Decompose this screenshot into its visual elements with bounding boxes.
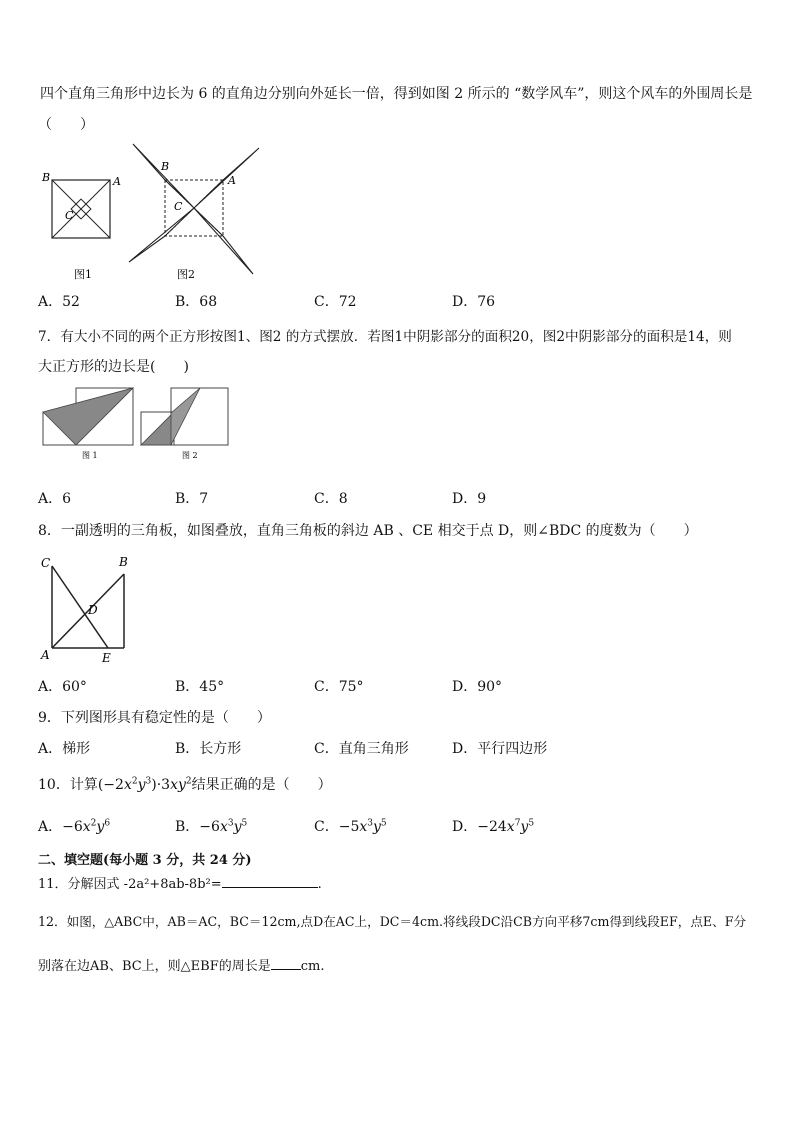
q10-expression: $(-2x^2y^3)\cdot 3xy^2$ — [97, 776, 192, 793]
q11-end: . — [317, 877, 322, 892]
q6-option-d: D．76 — [452, 294, 496, 310]
q7-option-d: D．9 — [452, 491, 487, 507]
q8-option-a: A．60° — [38, 679, 87, 695]
q10-prefix: 10．计算 — [38, 777, 98, 793]
q7-line1: 7．有大小不同的两个正方形按图1、图2 的方式摆放．若图1中阴影部分的面积20，图2中阴影部分的面积是14，则 — [38, 329, 732, 345]
q6-fig1-label-a: A — [113, 175, 121, 188]
q8-option-d: D．90° — [452, 679, 503, 695]
q10-suffix: 结果正确的是（ ） — [191, 777, 332, 793]
q10-option-d: D．$-24x^7y^5$ — [452, 818, 535, 835]
q6-paren: （ ） — [38, 117, 94, 133]
q6-fig1-caption: 图1 — [74, 268, 92, 281]
q6-fig2-label-b: B — [161, 160, 170, 173]
q11-text: 11．分解因式 -2a²+8ab-8b²= — [38, 877, 222, 892]
q8-label-d: D — [88, 603, 98, 617]
q10-line1 — [38, 774, 332, 794]
q12-line2-a: 别落在边AB、BC上，则△EBF的周长是 — [38, 959, 271, 974]
q9-option-a: A．梯形 — [38, 741, 91, 757]
q7-option-a: A．6 — [38, 491, 72, 507]
q9-option-b: B．长方形 — [175, 741, 242, 757]
q7-option-c: C．8 — [314, 491, 348, 507]
q12-answer-blank[interactable] — [271, 957, 301, 970]
q12-line2-b: cm. — [300, 959, 325, 974]
q8-option-c: C．75° — [314, 679, 364, 695]
q10-option-c: C．$-5x^3y^5$ — [314, 818, 387, 835]
q9-option-d: D．平行四边形 — [452, 741, 548, 757]
q9-option-c: C．直角三角形 — [314, 741, 409, 757]
q7-figure-1 — [40, 385, 140, 460]
q8-label-b: B — [119, 555, 128, 569]
q10-option-b: B．$-6x^3y^5$ — [175, 818, 248, 835]
q6-figure-1 — [38, 168, 121, 283]
q8-line1: 8．一副透明的三角板，如图叠放，直角三角板的斜边 AB 、CE 相交于点 D，则∠BDC 的度数为（ ） — [38, 523, 698, 539]
q8-label-c: C — [41, 556, 51, 570]
q12-line1: 12．如图，△ABC中，AB＝AC，BC＝12cm,点D在AC上，DC＝4cm.将线段DC沿CB方向平移7cm得到线段EF，点E、F分 — [38, 914, 747, 929]
section2-title: 二、填空题(每小题 3 分，共 24 分) — [38, 853, 252, 868]
q7-figure-2 — [138, 385, 238, 460]
q8-figure — [36, 552, 136, 667]
q7-fig2-caption: 图 2 — [182, 451, 198, 460]
q6-option-c: C．72 — [314, 294, 357, 310]
q9-line1: 9．下列图形具有稳定性的是（ ） — [38, 710, 271, 726]
q6-option-a: A．52 — [38, 294, 80, 310]
q7-option-b: B．7 — [175, 491, 209, 507]
q10-option-a: A．$-6x^2y^6$ — [38, 818, 111, 835]
q7-fig1-caption: 图 1 — [82, 451, 98, 460]
q11-line — [38, 873, 322, 892]
q11-answer-blank[interactable] — [222, 875, 318, 888]
q6-option-b: B．68 — [175, 294, 218, 310]
q12-line2 — [38, 955, 325, 974]
q6-fig2-label-a: A — [228, 174, 236, 187]
q8-label-e: E — [102, 651, 111, 665]
q8-option-b: B．45° — [175, 679, 225, 695]
q6-fig2-caption: 图2 — [177, 268, 195, 281]
q8-label-a: A — [41, 648, 50, 662]
q6-fig1-label-b: B — [42, 171, 51, 184]
q6-figure-2 — [125, 140, 265, 285]
q6-line1: 四个直角三角形中边长为 6 的直角边分别向外延长一倍，得到如图 2 所示的 “数学风车”，则这个风车的外围周长是 — [40, 86, 753, 102]
q6-fig2-label-c: C — [174, 200, 183, 213]
q7-line2: 大正方形的边长是( ) — [38, 359, 189, 375]
q6-fig1-label-c: C — [65, 209, 74, 222]
